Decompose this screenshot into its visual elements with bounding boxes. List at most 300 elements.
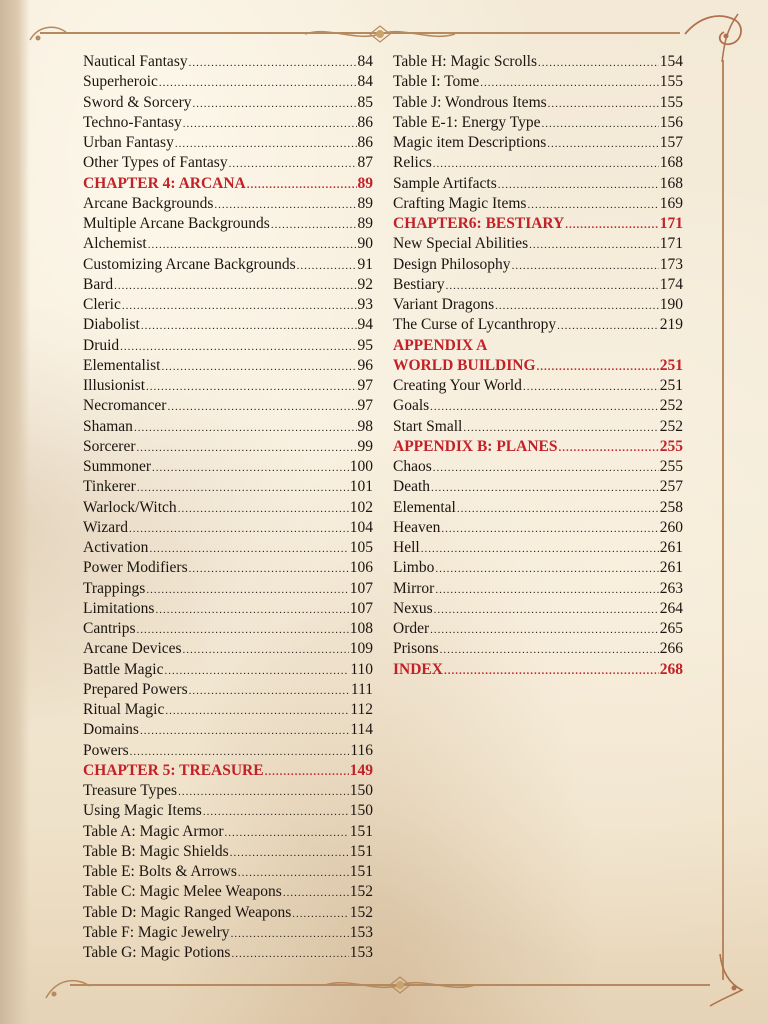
frame-right-line [722, 60, 724, 980]
toc-dot-leader [130, 746, 350, 758]
toc-entry-label: New Special Abilities [393, 235, 529, 253]
toc-page-number: 152 [349, 883, 373, 901]
toc-dot-leader [548, 98, 659, 110]
toc-page-number: 154 [659, 53, 683, 70]
toc-entry [83, 73, 373, 93]
toc-entry-label: Sorcerer [83, 437, 136, 455]
toc-dot-leader [189, 57, 357, 69]
toc-page-number: 107 [349, 599, 373, 617]
toc-dot-leader [193, 98, 357, 110]
toc-page-number: 86 [357, 134, 373, 151]
toc-entry-label: Techno-Fantasy [83, 113, 182, 131]
toc-entry-label: Tinkerer [83, 478, 136, 496]
toc-dot-leader [129, 523, 349, 535]
toc-entry [393, 519, 683, 539]
toc-page-number: 89 [357, 174, 373, 192]
toc-chapter-heading [83, 762, 373, 782]
toc-page-number: 87 [357, 154, 373, 172]
toc-dot-leader [155, 604, 348, 616]
toc-entry [83, 701, 373, 721]
toc-dot-leader [159, 77, 357, 89]
toc-entry [83, 377, 373, 397]
toc-dot-leader [527, 199, 658, 211]
toc-entry-label: Trappings [83, 579, 146, 597]
toc-dot-leader [134, 422, 357, 434]
corner-flourish-bottom-right-icon [690, 950, 750, 1010]
toc-entry [83, 357, 373, 377]
toc-page-number: 258 [659, 498, 683, 516]
toc-page-number: 251 [659, 377, 683, 394]
toc-page-number: 93 [357, 296, 373, 313]
toc-entry [83, 620, 373, 640]
toc-page-number: 252 [659, 417, 683, 435]
toc-page-number: 265 [659, 620, 683, 637]
toc-entry-label: Bestiary [393, 275, 445, 293]
toc-dot-leader [565, 219, 658, 231]
toc-dot-leader [512, 260, 659, 272]
toc-page-number: 116 [350, 741, 373, 759]
toc-entry [393, 195, 683, 215]
toc-page-number: 109 [349, 640, 373, 658]
toc-entry [393, 53, 683, 73]
toc-dot-leader [183, 644, 349, 656]
toc-entry-label: CHAPTER 4: ARCANA [83, 174, 246, 192]
toc-entry [83, 944, 373, 964]
toc-entry [393, 276, 683, 296]
toc-entry [83, 195, 373, 215]
toc-dot-leader [440, 644, 659, 656]
toc-entry [83, 580, 373, 600]
toc-entry-label: Wizard [83, 518, 128, 536]
toc-page-number: 264 [659, 599, 683, 617]
toc-entry [83, 94, 373, 114]
toc-page-number: 99 [357, 437, 373, 455]
toc-page-number: 100 [349, 458, 373, 475]
toc-entry-label: Table B: Magic Shields [83, 842, 229, 860]
toc-dot-leader [146, 381, 356, 393]
toc-page-number: 105 [349, 539, 373, 556]
toc-entry-label: Table I: Tome [393, 73, 480, 91]
toc-dot-leader [189, 685, 350, 697]
toc-entry [393, 94, 683, 114]
toc-page-number: 169 [659, 194, 683, 212]
toc-dot-leader [538, 57, 659, 69]
toc-dot-leader [547, 138, 659, 150]
toc-page-number: 86 [357, 113, 373, 131]
toc-entry [83, 154, 373, 174]
toc-page-number: 97 [357, 397, 373, 415]
toc-entry-label: Illusionist [83, 377, 146, 394]
toc-entry-label: Cantrips [83, 620, 136, 637]
toc-dot-leader [498, 179, 659, 191]
toc-entry [83, 863, 373, 883]
toc-column-left [83, 53, 373, 964]
toc-page-number: 219 [659, 316, 683, 334]
toc-page-number: 266 [659, 640, 683, 658]
toc-entry-label: INDEX [393, 660, 443, 678]
toc-entry-label: Elementalist [83, 356, 161, 374]
toc-entry-label: Alchemist [83, 235, 147, 253]
toc-page-number: 155 [659, 93, 683, 111]
toc-entry [393, 73, 683, 93]
toc-entry [83, 458, 373, 478]
toc-entry [393, 539, 683, 559]
toc-page-number: 171 [659, 215, 683, 232]
toc-page-number: 106 [349, 559, 373, 577]
toc-entry-label: Sample Artifacts [393, 174, 497, 192]
toc-entry-label: The Curse of Lycanthropy [393, 316, 557, 334]
toc-dot-leader [446, 280, 659, 292]
page-edge-shadow [0, 0, 30, 1024]
toc-dot-leader [421, 543, 659, 555]
toc-page-number: 252 [659, 397, 683, 415]
toc-entry [83, 883, 373, 903]
toc-entry-label: Table G: Magic Potions [83, 944, 231, 961]
toc-entry [83, 904, 373, 924]
toc-entry [83, 397, 373, 417]
toc-entry-label: Table A: Magic Armor [83, 822, 224, 840]
toc-entry [393, 377, 683, 397]
toc-entry-label: Battle Magic [83, 660, 164, 678]
toc-dot-leader [231, 948, 348, 960]
toc-entry [83, 681, 373, 701]
toc-dot-leader [529, 239, 659, 251]
toc-entry [83, 134, 373, 154]
toc-page-number: 151 [349, 842, 373, 860]
toc-entry-label: Relics [393, 154, 432, 172]
toc-entry-label: Powers [83, 741, 129, 759]
toc-entry [83, 640, 373, 660]
toc-dot-leader [175, 138, 357, 150]
toc-entry-label: Elemental [393, 498, 456, 516]
toc-entry-label: CHAPTER6: BESTIARY [393, 215, 565, 232]
toc-entry [83, 235, 373, 255]
toc-page-number: 255 [659, 458, 683, 475]
toc-dot-leader [541, 118, 658, 130]
toc-page-number: 110 [350, 660, 373, 678]
toc-page-number: 98 [357, 417, 373, 435]
toc-entry-label: Variant Dragons [393, 296, 495, 313]
toc-page-number: 95 [357, 336, 373, 354]
toc-page-number: 85 [357, 93, 373, 111]
toc-entry [393, 620, 683, 640]
toc-page-number: 255 [659, 437, 683, 455]
corner-flourish-top-left-icon [26, 20, 76, 50]
toc-entry-label: Activation [83, 539, 149, 556]
toc-entry-label: Druid [83, 336, 120, 354]
toc-dot-leader [178, 786, 349, 798]
toc-dot-leader [444, 665, 659, 677]
toc-dot-leader [183, 118, 357, 130]
toc-entry-label: CHAPTER 5: TREASURE [83, 761, 264, 779]
toc-entry-label: Design Philosophy [393, 255, 511, 273]
toc-page-number: 94 [357, 316, 373, 334]
toc-entry-label: Nexus [393, 599, 433, 617]
toc-entry [83, 337, 373, 357]
toc-entry-label: Table D: Magic Ranged Weapons [83, 903, 292, 921]
toc-entry-label: Death [393, 478, 431, 496]
toc-page-number: 190 [659, 296, 683, 313]
toc-dot-leader [457, 503, 659, 515]
toc-page-number: 104 [349, 518, 373, 536]
top-flourish-icon [300, 22, 460, 46]
toc-entry [393, 559, 683, 579]
toc-entry-label: Bard [83, 275, 114, 293]
toc-entry [393, 235, 683, 255]
toc-dot-leader [137, 624, 349, 636]
toc-page-number: 155 [659, 73, 683, 91]
toc-entry [83, 721, 373, 741]
toc-entry-label: Table E-1: Energy Type [393, 113, 541, 131]
toc-column-right [393, 53, 683, 681]
toc-dot-leader [122, 300, 357, 312]
toc-dot-leader [114, 280, 356, 292]
toc-entry-label: Goals [393, 397, 430, 415]
toc-page-number: 107 [349, 579, 373, 597]
toc-entry-label: Sword & Sorcery [83, 93, 192, 111]
toc-page-number: 153 [349, 923, 373, 941]
toc-entry [83, 843, 373, 863]
toc-entry [83, 823, 373, 843]
toc-page-number: 96 [357, 356, 373, 374]
toc-entry [393, 296, 683, 316]
toc-entry-label: Arcane Backgrounds [83, 194, 214, 212]
toc-page-number: 91 [357, 255, 373, 273]
toc-page-number: 168 [659, 154, 683, 172]
toc-entry [83, 742, 373, 762]
toc-dot-leader [167, 401, 356, 413]
toc-entry [83, 519, 373, 539]
toc-dot-leader [441, 523, 658, 535]
toc-entry-label: Cleric [83, 296, 121, 313]
toc-entry [83, 316, 373, 336]
toc-entry-label: APPENDIX A [393, 336, 488, 354]
toc-page-number: 149 [349, 761, 373, 779]
corner-flourish-bottom-left-icon [40, 968, 100, 1008]
toc-entry [83, 478, 373, 498]
toc-entry-label: Other Types of Fantasy [83, 154, 228, 172]
toc-entry [393, 316, 683, 336]
toc-entry-label: Table F: Magic Jewelry [83, 923, 230, 941]
toc-page-number: 150 [349, 802, 373, 820]
toc-entry [83, 114, 373, 134]
toc-entry [83, 559, 373, 579]
toc-entry-label: Superheroic [83, 73, 158, 91]
toc-page-number: 261 [659, 559, 683, 577]
toc-dot-leader [271, 219, 357, 231]
toc-dot-leader [161, 361, 356, 373]
toc-dot-leader [434, 604, 659, 616]
toc-dot-leader [433, 158, 659, 170]
toc-chapter-heading [393, 215, 683, 235]
toc-page-number: 257 [659, 478, 683, 496]
toc-entry-label: Table E: Bolts & Arrows [83, 863, 237, 880]
toc-dot-leader [225, 827, 349, 839]
toc-page-number: 92 [357, 275, 373, 293]
toc-entry-label: Treasure Types [83, 782, 178, 799]
toc-page-number: 156 [659, 113, 683, 131]
toc-entry [393, 499, 683, 519]
toc-entry-label: Crafting Magic Items [393, 194, 527, 212]
toc-dot-leader [265, 766, 349, 778]
toc-dot-leader [146, 584, 348, 596]
toc-entry [83, 924, 373, 944]
toc-entry-label: Heaven [393, 518, 441, 536]
toc-entry [393, 600, 683, 620]
toc-page-number: 89 [357, 215, 373, 232]
toc-dot-leader [203, 806, 349, 818]
toc-entry-label: Nautical Fantasy [83, 53, 188, 70]
toc-dot-leader [431, 482, 659, 494]
toc-entry-label: Start Small [393, 417, 463, 435]
toc-dot-leader [140, 725, 349, 737]
toc-entry-label: Shaman [83, 417, 133, 435]
toc-entry [83, 418, 373, 438]
toc-entry [393, 458, 683, 478]
toc-chapter-heading [393, 661, 683, 681]
toc-dot-leader [141, 320, 357, 332]
corner-flourish-top-right-icon [680, 6, 750, 76]
toc-entry-label: Prisons [393, 640, 439, 658]
toc-dot-leader [463, 422, 658, 434]
toc-entry [393, 175, 683, 195]
toc-entry-label: Prepared Powers [83, 680, 188, 698]
toc-entry [393, 154, 683, 174]
toc-dot-leader [189, 563, 349, 575]
toc-entry [393, 418, 683, 438]
toc-entry-label: Limitations [83, 599, 155, 617]
toc-page-number: 153 [349, 944, 373, 961]
toc-entry-label: Diabolist [83, 316, 140, 334]
toc-entry-label: Arcane Devices [83, 640, 182, 658]
toc-page-number: 168 [659, 174, 683, 192]
toc-entry-label: WORLD BUILDING [393, 356, 536, 374]
toc-page-number: 114 [350, 721, 373, 739]
toc-dot-leader [247, 179, 357, 191]
toc-dot-leader [165, 665, 350, 677]
toc-entry [83, 215, 373, 235]
toc-chapter-heading [393, 438, 683, 458]
toc-entry [83, 438, 373, 458]
toc-entry-label: Table J: Wondrous Items [393, 93, 547, 111]
toc-page-number: 84 [357, 73, 373, 91]
toc-entry-label: Power Modifiers [83, 559, 188, 577]
toc-dot-leader [523, 381, 659, 393]
toc-page-number: 97 [357, 377, 373, 394]
toc-entry [393, 134, 683, 154]
toc-entry-label: Chaos [393, 458, 432, 475]
toc-entry-label: Magic item Descriptions [393, 134, 547, 151]
toc-page-number: 152 [349, 903, 373, 921]
toc-page-number: 90 [357, 235, 373, 253]
toc-dot-leader [430, 401, 659, 413]
toc-entry-label: APPENDIX B: PLANES [393, 437, 558, 455]
toc-entry-label: Table H: Magic Scrolls [393, 53, 537, 70]
toc-page-number: 102 [349, 498, 373, 516]
toc-entry [393, 580, 683, 600]
toc-page-number: 263 [659, 579, 683, 597]
toc-chapter-heading [83, 175, 373, 195]
bottom-flourish-icon [320, 973, 480, 997]
toc-dot-leader [433, 462, 659, 474]
toc-dot-leader [557, 320, 659, 332]
toc-entry-label: Using Magic Items [83, 802, 202, 820]
toc-page-number: 173 [659, 255, 683, 273]
toc-page-number: 261 [659, 539, 683, 556]
toc-dot-leader [148, 239, 357, 251]
toc-dot-leader [292, 908, 348, 920]
toc-dot-leader [120, 341, 356, 353]
toc-dot-leader [297, 260, 357, 272]
toc-entry-label: Hell [393, 539, 420, 556]
toc-entry-label: Creating Your World [393, 377, 522, 394]
toc-page-number: 101 [349, 478, 373, 496]
toc-entry-label: Limbo [393, 559, 435, 577]
toc-page-number: 157 [659, 134, 683, 151]
toc-page-number: 112 [350, 701, 373, 718]
toc-page-number: 150 [349, 782, 373, 799]
toc-entry [393, 256, 683, 276]
toc-entry-label: Multiple Arcane Backgrounds [83, 215, 270, 232]
toc-entry [83, 53, 373, 73]
toc-dot-leader [214, 199, 356, 211]
toc-dot-leader [558, 442, 658, 454]
toc-entry [83, 296, 373, 316]
toc-page-number: 251 [659, 356, 683, 374]
toc-dot-leader [537, 361, 659, 373]
toc-dot-leader [495, 300, 659, 312]
toc-page-number: 84 [357, 53, 373, 70]
toc-page-number: 260 [659, 518, 683, 536]
toc-entry [83, 539, 373, 559]
toc-entry [393, 114, 683, 134]
toc-dot-leader [152, 462, 349, 474]
toc-entry-label: Ritual Magic [83, 701, 165, 718]
toc-page-number: 174 [659, 275, 683, 293]
toc-entry [393, 478, 683, 498]
toc-entry-label: Mirror [393, 579, 435, 597]
toc-entry-label: Order [393, 620, 430, 637]
toc-page-number: 268 [659, 660, 683, 678]
toc-chapter-heading [393, 357, 683, 377]
toc-page-number: 108 [349, 620, 373, 637]
toc-dot-leader [283, 887, 349, 899]
toc-dot-leader [178, 503, 349, 515]
toc-entry-label: Warlock/Witch [83, 498, 177, 516]
toc-entry [83, 276, 373, 296]
toc-entry [83, 802, 373, 822]
toc-dot-leader [435, 563, 658, 575]
toc-page-number: 151 [349, 863, 373, 880]
toc-entry-label: Urban Fantasy [83, 134, 174, 151]
toc-entry-label: Summoner [83, 458, 152, 475]
toc-entry-label: Table C: Magic Melee Weapons [83, 883, 282, 901]
toc-dot-leader [231, 928, 349, 940]
toc-chapter-heading [393, 337, 683, 357]
toc-entry-label: Necromancer [83, 397, 167, 415]
toc-dot-leader [238, 867, 349, 879]
toc-dot-leader [430, 624, 659, 636]
toc-page-number: 151 [349, 822, 373, 840]
toc-entry [83, 256, 373, 276]
toc-entry-label: Domains [83, 721, 139, 739]
toc-dot-leader [229, 158, 357, 170]
toc-page-number: 111 [350, 680, 373, 698]
toc-entry [393, 397, 683, 417]
toc-dot-leader [137, 482, 349, 494]
toc-page-number: 171 [659, 235, 683, 253]
toc-entry-label: Customizing Arcane Backgrounds [83, 255, 296, 273]
